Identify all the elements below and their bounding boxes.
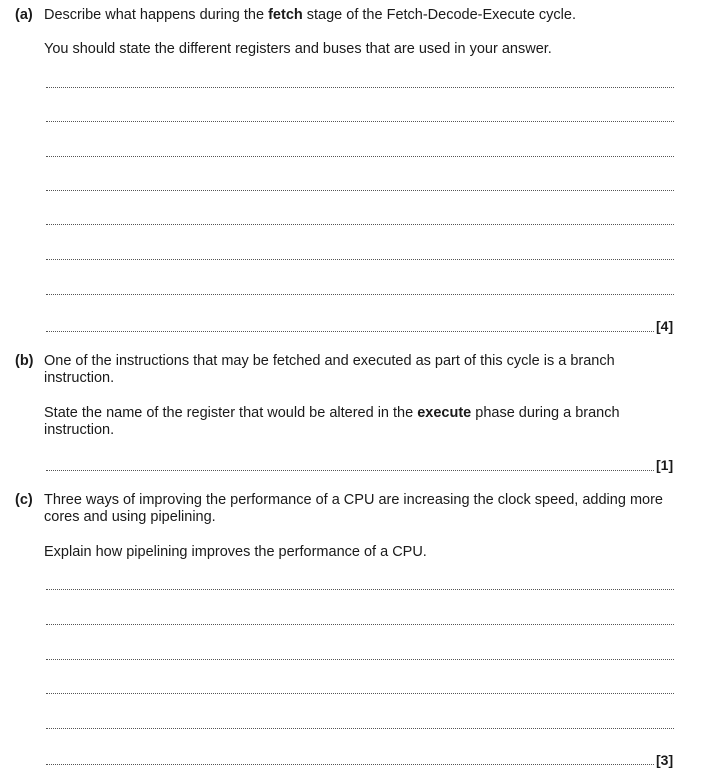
answer-line[interactable]	[46, 259, 674, 260]
part-b-label: (b)	[15, 353, 34, 369]
part-a-bold: fetch	[268, 7, 303, 23]
answer-line[interactable]	[46, 190, 674, 191]
answer-line[interactable]	[46, 224, 674, 225]
answer-line[interactable]	[46, 121, 674, 122]
answer-line[interactable]	[46, 87, 674, 88]
answer-line[interactable]	[46, 470, 654, 471]
part-b-context: One of the instructions that may be fetched and executed as part of this cycle is a branch instruction.	[44, 353, 615, 386]
answer-line[interactable]	[46, 589, 674, 590]
answer-line[interactable]	[46, 728, 674, 729]
part-a-question	[44, 7, 684, 24]
part-a-instruction: You should state the different registers and buses that are used in your answer.	[44, 41, 552, 57]
part-c-marks: [3]	[656, 752, 674, 768]
part-b-question	[44, 405, 634, 439]
answer-line[interactable]	[46, 764, 654, 765]
answer-line[interactable]	[46, 156, 674, 157]
part-c-context: Three ways of improving the performance of a CPU are increasing the clock speed, adding more cores and using pipelining.	[44, 492, 663, 525]
answer-line[interactable]	[46, 659, 674, 660]
part-b-text-1: State the name of the register that would be altered in the	[44, 405, 418, 421]
part-c-question: Explain how pipelining improves the performance of a CPU.	[44, 544, 427, 560]
part-a-text-1: Describe what happens during the	[44, 7, 269, 23]
answer-line[interactable]	[46, 294, 674, 295]
part-a-text-2: stage of the Fetch-Decode-Execute cycle.	[302, 7, 576, 23]
answer-line[interactable]	[46, 331, 654, 332]
part-c-label: (c)	[15, 492, 33, 508]
part-b-marks: [1]	[656, 457, 674, 473]
part-a-label: (a)	[15, 7, 33, 23]
answer-line[interactable]	[46, 624, 674, 625]
part-a-marks: [4]	[656, 318, 674, 334]
part-b-bold: execute	[417, 405, 472, 421]
answer-line[interactable]	[46, 693, 674, 694]
part-b-text-2: phase during a branch instruction.	[44, 405, 620, 438]
